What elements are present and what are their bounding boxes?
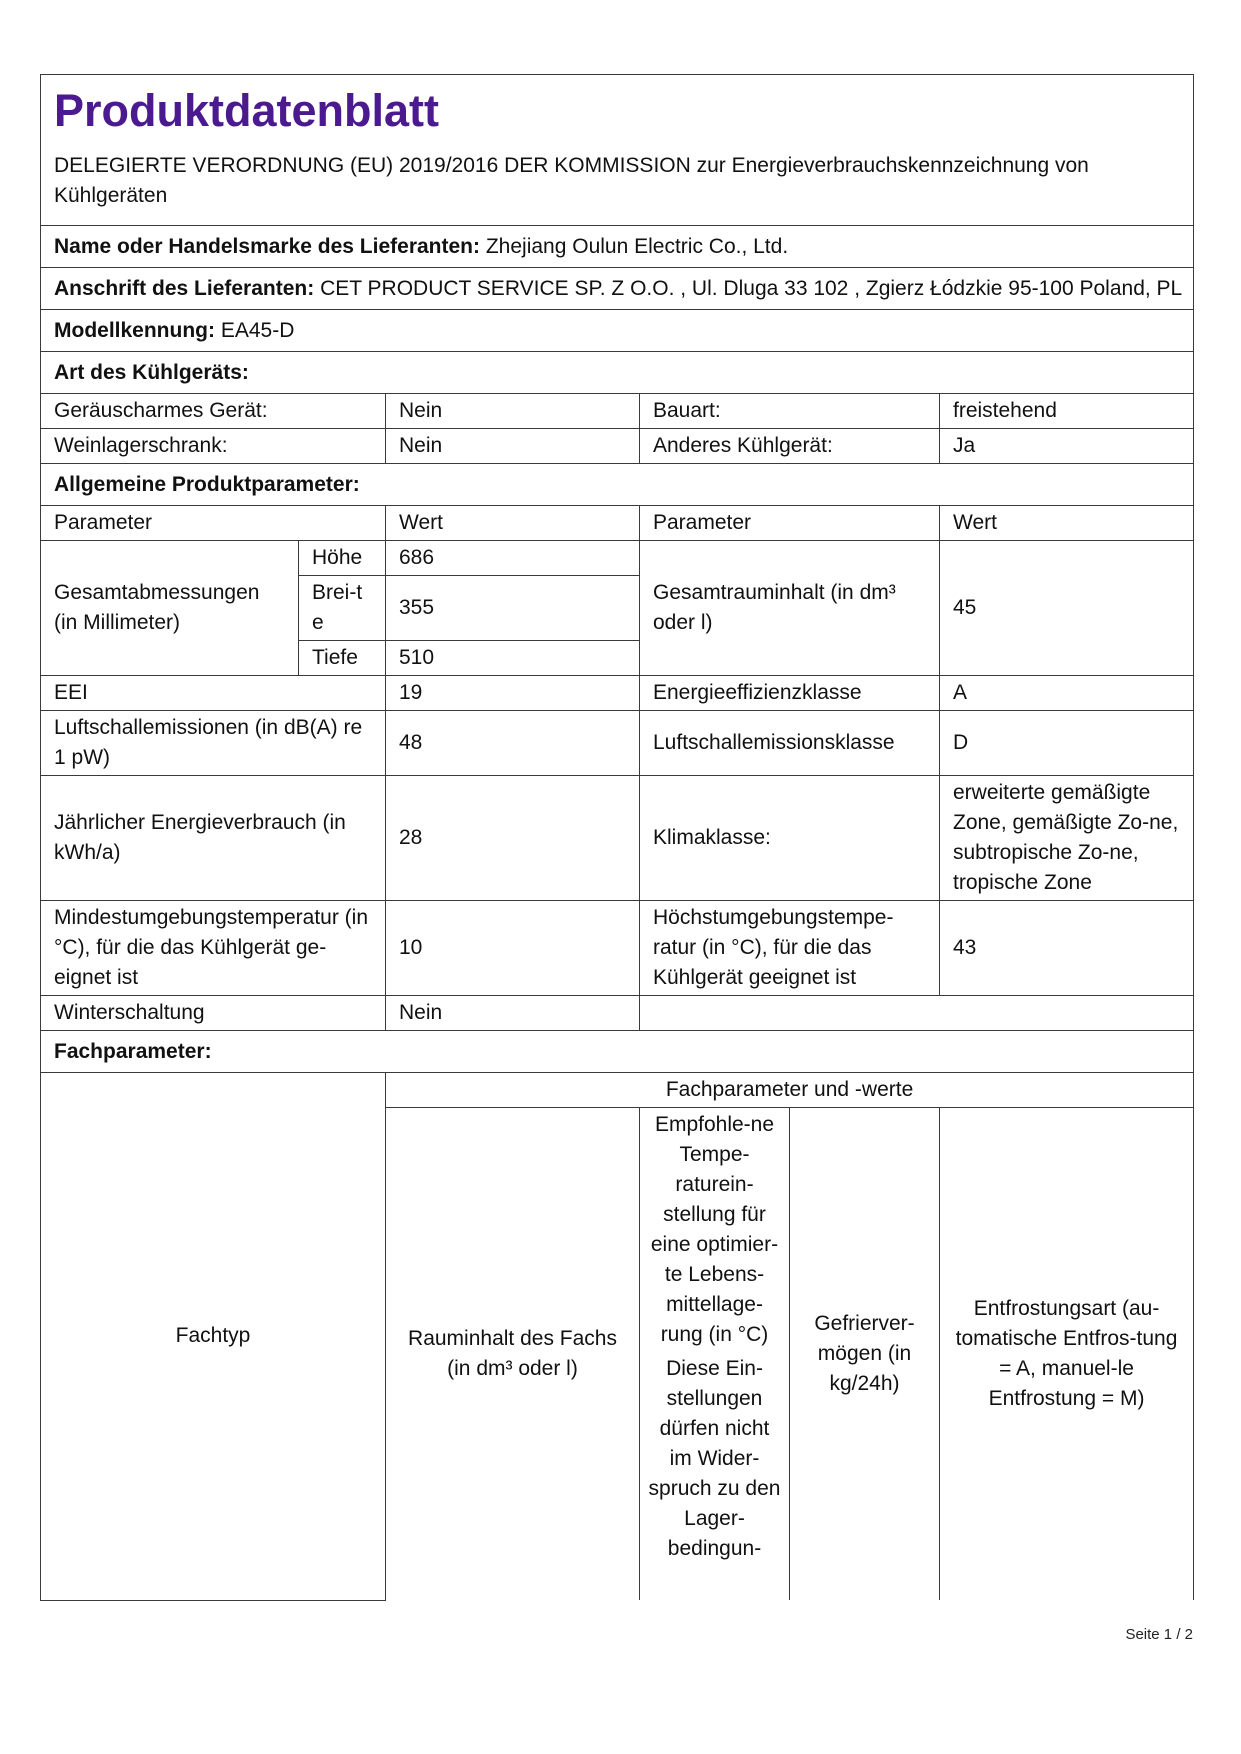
- depth-label: Tiefe: [299, 641, 386, 676]
- supplier-name-value: Zhejiang Oulun Electric Co., Ltd.: [485, 234, 789, 258]
- height-label: Höhe: [299, 541, 386, 576]
- model-label: Modellkennung:: [54, 318, 215, 342]
- type-cell: Nein: [386, 394, 640, 429]
- datasheet-table: [40, 74, 1194, 1601]
- type-cell: Bauart:: [640, 394, 940, 429]
- column-header-parameter: Parameter: [41, 506, 386, 541]
- regulation-text: DELEGIERTE VERORDNUNG (EU) 2019/2016 DER KOMMISSION zur Energieverbrauchskennzeichnung von Kühlgeräten: [41, 141, 1194, 226]
- supplier-address-value: CET PRODUCT SERVICE SP. Z O.O. , Ul. Dluga 33 102 , Zgierz Łódzkie 95-100 Poland, PL: [320, 276, 1183, 300]
- recommended-temp-note: Diese Ein-stellungen dürfen nicht im Wider-spruch zu den Lager-bedingun-: [648, 1357, 781, 1560]
- recommended-temp-text: Empfohle-ne Tempe-raturein-stellung für eine optimier-te Lebens-mittellage-rung (in °C): [650, 1113, 779, 1346]
- recommended-temp-header: [640, 1108, 790, 1601]
- compartment-parameters-heading: Fachparameter:: [41, 1031, 1194, 1073]
- model-value: EA45-D: [220, 318, 295, 342]
- type-cell: Ja: [940, 429, 1194, 464]
- type-cell: Nein: [386, 429, 640, 464]
- energy-class-value: A: [940, 676, 1194, 711]
- eei-label: EEI: [41, 676, 386, 711]
- compartment-volume-header: Rauminhalt des Fachs (in dm³ oder l): [386, 1108, 640, 1601]
- appliance-type-heading: Art des Kühlgeräts:: [41, 352, 1194, 394]
- type-cell: freistehend: [940, 394, 1194, 429]
- supplier-address-label: Anschrift des Lieferanten:: [54, 276, 315, 300]
- energy-class-label: Energieeffizienzklasse: [640, 676, 940, 711]
- column-header-value: Wert: [386, 506, 640, 541]
- width-value: 355: [386, 576, 640, 641]
- depth-value: 510: [386, 641, 640, 676]
- supplier-name-label: Name oder Handelsmarke des Lieferanten:: [54, 234, 480, 258]
- max-ambient-temp-label: Höchstumgebungstempe-ratur (in °C), für die das Kühlgerät geeignet ist: [640, 901, 940, 996]
- type-cell: Weinlagerschrank:: [41, 429, 386, 464]
- column-header-parameter-2: Parameter: [640, 506, 940, 541]
- general-parameters-heading: Allgemeine Produktparameter:: [41, 464, 1194, 506]
- compartment-type-header: Fachtyp: [41, 1073, 386, 1601]
- supplier-name-row: [41, 226, 1194, 268]
- annual-consumption-label: Jährlicher Energieverbrauch (in kWh/a): [41, 776, 386, 901]
- page-number: Seite 1 / 2: [1125, 1626, 1193, 1643]
- column-header-value-2: Wert: [940, 506, 1194, 541]
- noise-class-value: D: [940, 711, 1194, 776]
- dimensions-label: Gesamtabmessungen (in Millimeter): [41, 541, 299, 676]
- height-value: 686: [386, 541, 640, 576]
- eei-value: 19: [386, 676, 640, 711]
- total-volume-value: 45: [940, 541, 1194, 676]
- empty-cell: [640, 996, 1194, 1031]
- type-cell: Geräuscharmes Gerät:: [41, 394, 386, 429]
- total-volume-label: Gesamtrauminhalt (in dm³ oder l): [640, 541, 940, 676]
- freezing-capacity-header: Gefrierver-mögen (in kg/24h): [790, 1108, 940, 1601]
- width-label: Brei-te: [299, 576, 386, 641]
- climate-class-label: Klimaklasse:: [640, 776, 940, 901]
- max-ambient-temp-value: 43: [940, 901, 1194, 996]
- min-ambient-temp-value: 10: [386, 901, 640, 996]
- noise-emissions-label: Luftschallemissionen (in dB(A) re 1 pW): [41, 711, 386, 776]
- climate-class-value: erweiterte gemäßigte Zone, gemäßigte Zo-ne, subtropische Zo-ne, tropische Zone: [940, 776, 1194, 901]
- datasheet: [40, 74, 1193, 1601]
- model-row: [41, 310, 1194, 352]
- noise-class-label: Luftschallemissionsklasse: [640, 711, 940, 776]
- winter-setting-label: Winterschaltung: [41, 996, 386, 1031]
- page-title: Produktdatenblatt: [41, 75, 1194, 142]
- min-ambient-temp-label: Mindestumgebungstemperatur (in °C), für die das Kühlgerät ge-eignet ist: [41, 901, 386, 996]
- defrost-type-header: Entfrostungsart (au-tomatische Entfros-tung = A, manuel-le Entfrostung = M): [940, 1108, 1194, 1601]
- type-cell: Anderes Kühlgerät:: [640, 429, 940, 464]
- winter-setting-value: Nein: [386, 996, 640, 1031]
- compartment-group-header: Fachparameter und -werte: [386, 1073, 1194, 1108]
- supplier-address-row: [41, 268, 1194, 310]
- noise-emissions-value: 48: [386, 711, 640, 776]
- annual-consumption-value: 28: [386, 776, 640, 901]
